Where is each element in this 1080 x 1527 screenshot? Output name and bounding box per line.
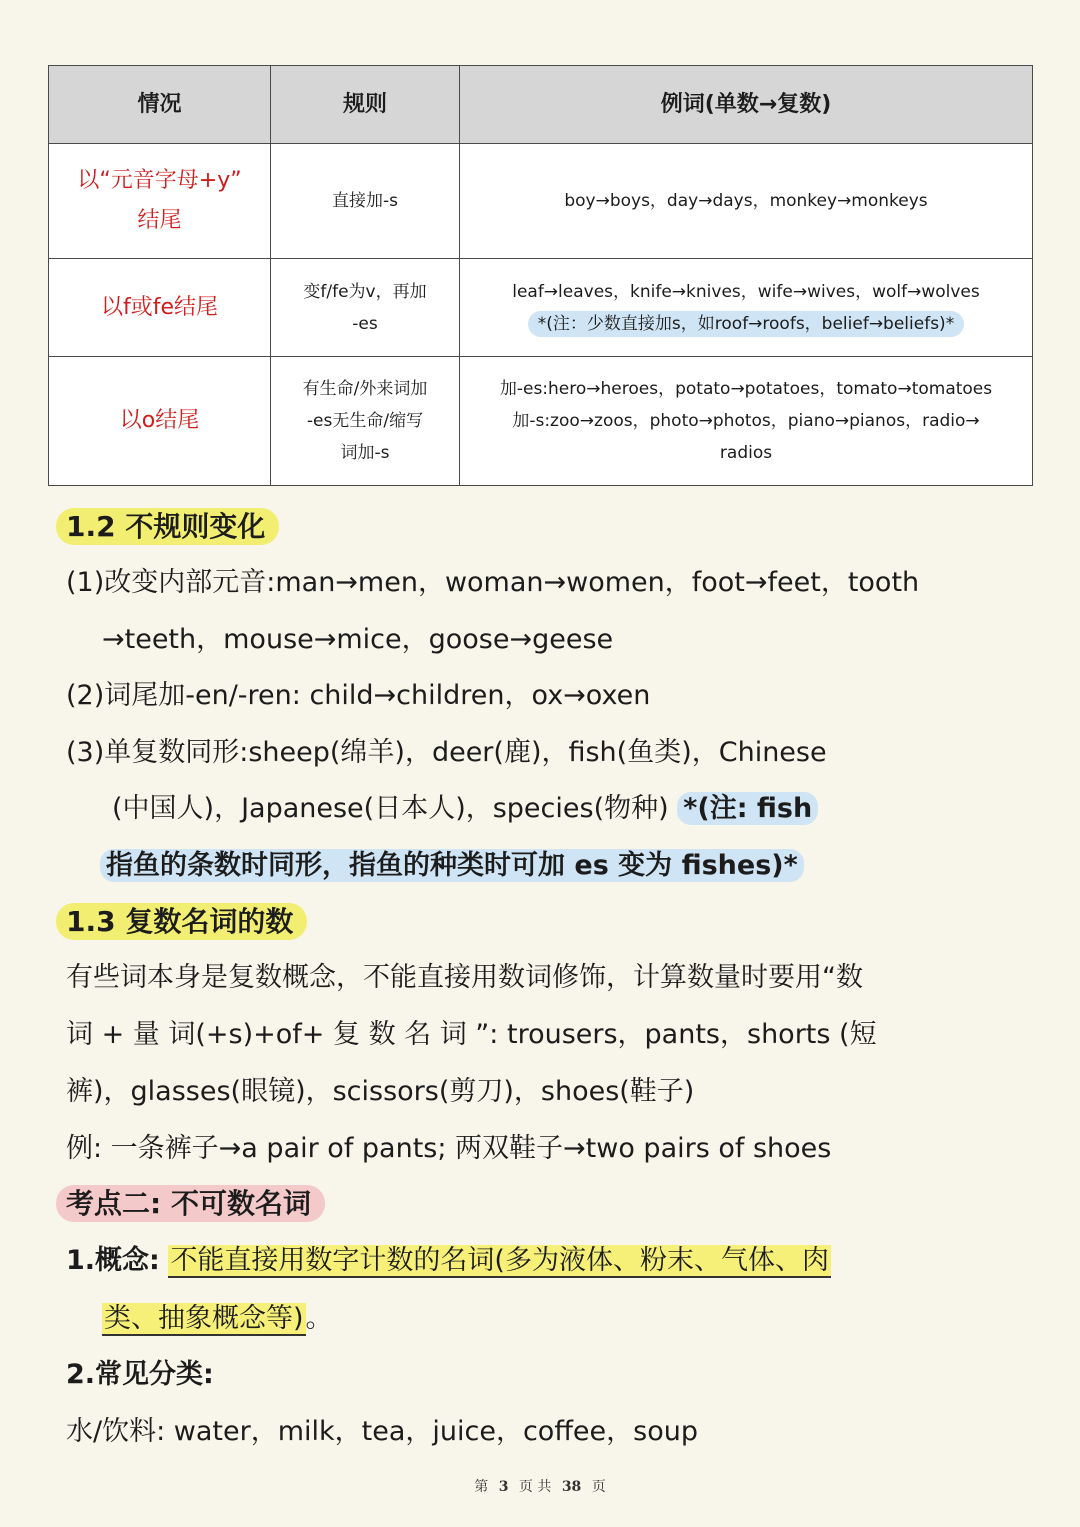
header-situation: 情况 [49, 66, 271, 144]
paragraph-line: 有些词本身是复数概念，不能直接用数词修饰，计算数量时要用“数 [66, 962, 863, 993]
header-rule: 规则 [271, 66, 460, 144]
situation-cell: 以“元音字母+y” 结尾 [49, 144, 271, 259]
paragraph-line: (3)单复数同形:sheep(绵羊)，deer(鹿)，fish(鱼类)，Chinese [66, 737, 827, 768]
paragraph-line: 词 + 量 词(+s)+of+ 复 数 名 词 ”: trousers，pants，shorts (短 [66, 1019, 877, 1050]
paragraph-line: (2)词尾加-en/-ren: child→children，ox→oxen [66, 680, 651, 711]
plural-rules-table [48, 65, 1033, 486]
paragraph-line [100, 843, 804, 882]
table-header-row [49, 66, 1033, 144]
section-heading: 1.2 不规则变化 [66, 505, 279, 545]
table-row [49, 357, 1033, 486]
paragraph-line: →teeth，mouse→mice，goose→geese [102, 624, 614, 655]
examples-cell: boy→boys，day→days，monkey→monkeys [460, 144, 1033, 259]
concept-label: 1.概念: [66, 1245, 160, 1276]
note-highlight: *(注: fish [677, 792, 818, 825]
paragraph-line: 水/饮料: water，milk，tea，juice，coffee，soup [66, 1416, 698, 1447]
table-row [49, 144, 1033, 259]
section-heading: 1.3 复数名词的数 [66, 900, 307, 940]
paragraph-line [66, 1352, 214, 1391]
table-row [49, 259, 1033, 357]
examples-cell: 加-es:hero→heroes，potato→potatoes，tomato→tomatoes 加-s:zoo→zoos，photo→photos，piano→pianos，radio→ radios [460, 357, 1033, 486]
paragraph-line: 裤)，glasses(眼镜)，scissors(剪刀)，shoes(鞋子) [66, 1076, 695, 1107]
note-highlight: 指鱼的条数时同形，指鱼的种类时可加 es 变为 fishes)* [100, 849, 804, 882]
examples-cell: leaf→leaves，knife→knives，wife→wives，wolf→wolves *(注：少数直接加s，如roof→roofs，belief→beliefs)* [460, 259, 1033, 357]
situation-cell: 以f或fe结尾 [49, 259, 271, 357]
page-number-footer: 第 3 页 共 38 页 [474, 1479, 606, 1495]
header-examples: 例词(单数→复数) [460, 66, 1033, 144]
situation-cell: 以o结尾 [49, 357, 271, 486]
definition-highlight: 不能直接用数字计数的名词(多为液体、粉末、气体、肉 [170, 1245, 829, 1276]
paragraph-line [66, 1238, 831, 1277]
section-heading: 考点二: 不可数名词 [66, 1182, 325, 1222]
rule-cell: 有生命/外来词加 -es无生命/缩写 词加-s [271, 357, 460, 486]
paragraph-line: (1)改变内部元音:man→men，woman→women，foot→feet，tooth [66, 567, 920, 598]
definition-highlight: 类、抽象概念等) [104, 1303, 304, 1334]
note-highlight: *(注：少数直接加s，如roof→roofs，belief→beliefs)* [528, 311, 964, 337]
paragraph-line: 类、抽象概念等)。 [104, 1303, 333, 1334]
paragraph-line: 例: 一条裤子→a pair of pants; 两双鞋子→two pairs of shoes [66, 1133, 832, 1164]
rule-cell: 变f/fe为v，再加 -es [271, 259, 460, 357]
paragraph-line: (中国人)，Japanese(日本人)，species(物种) *(注: fish [112, 786, 818, 825]
categories-label: 2.常见分类: [66, 1359, 214, 1390]
rule-cell: 直接加-s [271, 144, 460, 259]
